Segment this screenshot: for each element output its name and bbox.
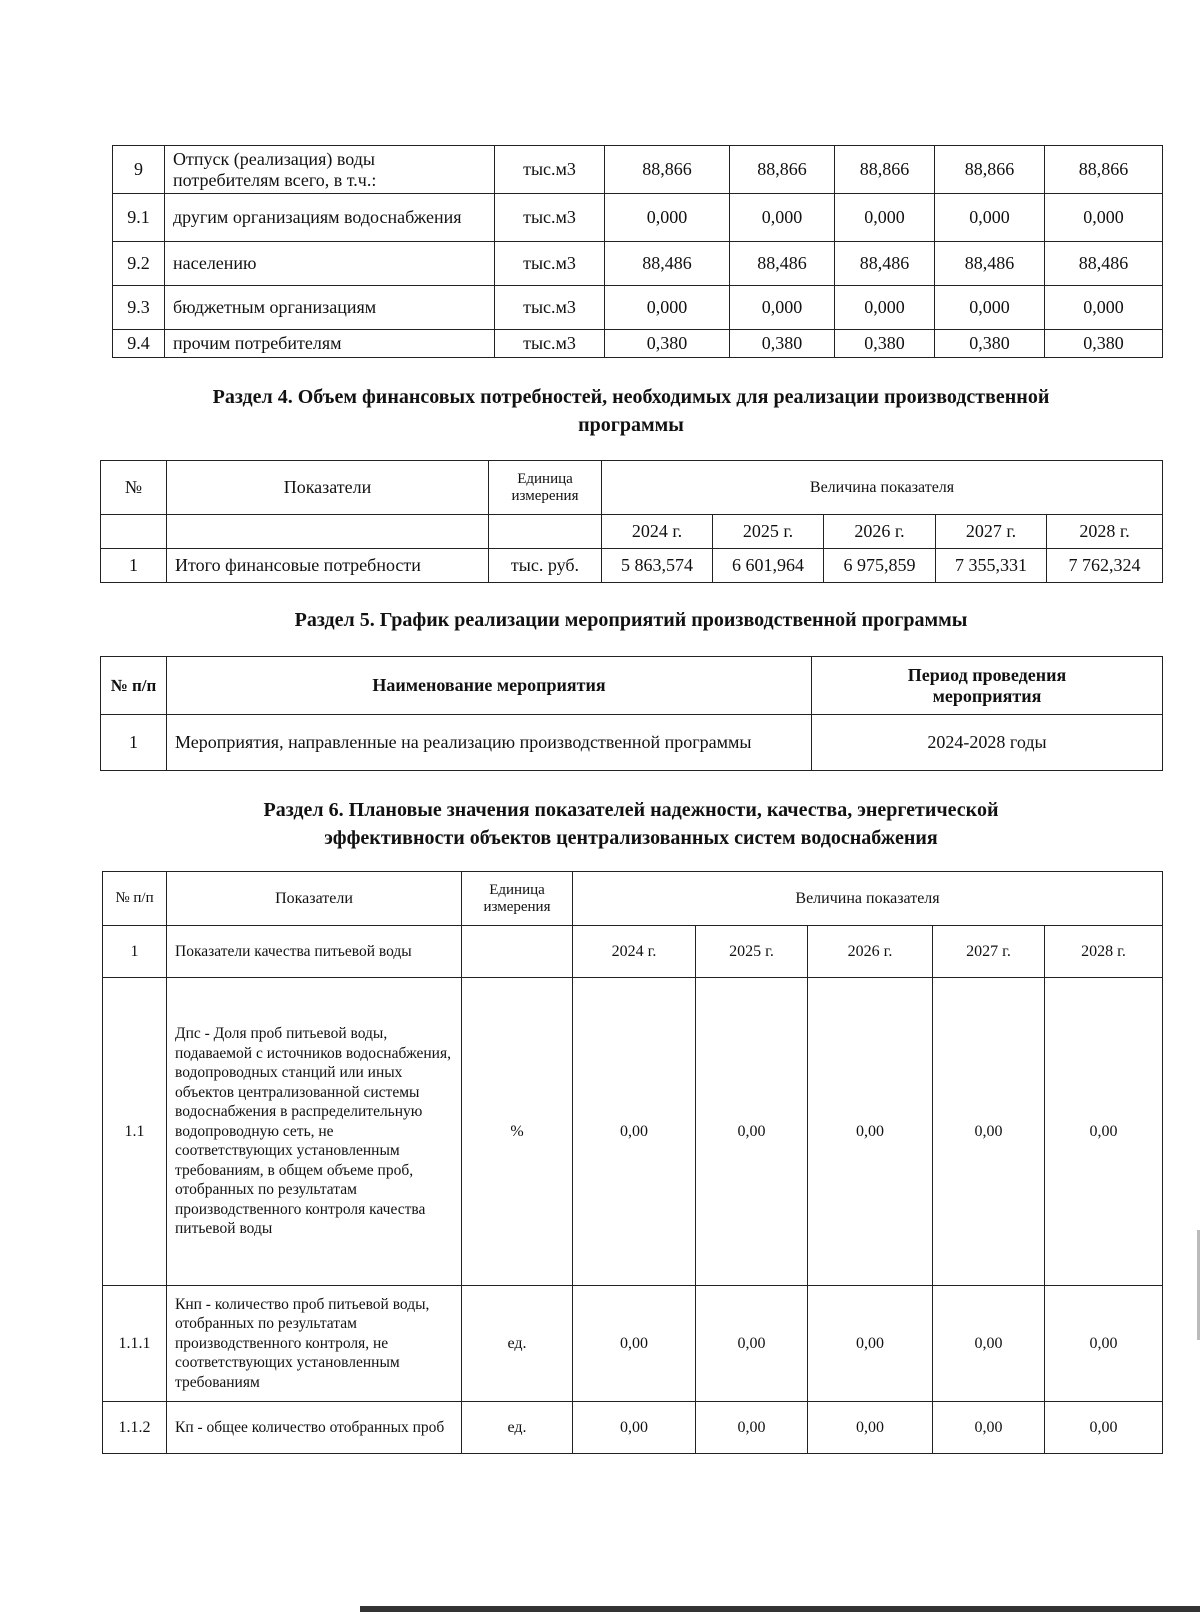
value-cell: 88,486	[1045, 242, 1163, 286]
value-cell: 6 601,964	[713, 549, 824, 583]
table-header-row	[101, 657, 1163, 715]
value-cell: 0,00	[808, 1402, 933, 1454]
row-number: 9.2	[113, 242, 165, 286]
financial-needs-table	[100, 460, 1163, 583]
year-2027: 2027 г.	[936, 515, 1047, 549]
section6-title-line1: Раздел 6. Плановые значения показателей надежности, качества, энергетической	[263, 799, 999, 821]
row-unit: тыс.м3	[495, 146, 605, 194]
value-cell: 88,866	[1045, 146, 1163, 194]
value-cell: 0,000	[605, 194, 730, 242]
quality-indicators-table	[102, 871, 1163, 1454]
row-number: 1.1	[103, 978, 167, 1286]
table-header-row	[103, 872, 1163, 926]
empty-cell	[167, 515, 489, 549]
value-cell: 88,866	[730, 146, 835, 194]
year-2028: 2028 г.	[1045, 926, 1163, 978]
years-row	[101, 515, 1163, 549]
year-2024: 2024 г.	[573, 926, 696, 978]
section4-title-line1: Раздел 4. Объем финансовых потребностей, необходимых для реализации производственной	[212, 386, 1050, 408]
value-cell: 0,00	[933, 1286, 1045, 1402]
row-number: 1.1.1	[103, 1286, 167, 1402]
value-cell: 0,00	[696, 1402, 808, 1454]
row-number: 1.1.2	[103, 1402, 167, 1454]
value-cell: 0,00	[933, 978, 1045, 1286]
section6-title	[100, 796, 1162, 852]
value-cell: 0,00	[808, 978, 933, 1286]
value-cell: 0,00	[1045, 1286, 1163, 1402]
value-cell: 0,00	[573, 1402, 696, 1454]
value-cell: 0,000	[730, 194, 835, 242]
value-cell: 5 863,574	[602, 549, 713, 583]
value-cell: 0,000	[835, 286, 935, 330]
row-name: Отпуск (реализация) воды потребителям всего, в т.ч.:	[165, 146, 495, 194]
row-unit: ед.	[462, 1286, 573, 1402]
header-value: Величина показателя	[602, 461, 1163, 515]
header-value: Величина показателя	[573, 872, 1163, 926]
header-indicator: Показатели	[167, 461, 489, 515]
value-cell: 88,486	[835, 242, 935, 286]
row-unit: тыс. руб.	[489, 549, 602, 583]
table-row	[113, 242, 1163, 286]
row-number: 1	[101, 715, 167, 771]
row-unit: %	[462, 978, 573, 1286]
value-cell: 0,00	[573, 978, 696, 1286]
value-cell: 6 975,859	[824, 549, 936, 583]
row-name: Дпс - Доля проб питьевой воды, подаваемой с источников водоснабжения, водопроводных станций или иных объектов централизованной системы водоснабжения в распределительную водопроводную сеть, не соответствующих установленным требованиям, в общем объеме проб, отобранных по результатам производственного контроля качества питьевой воды	[167, 978, 462, 1286]
header-name: Наименование мероприятия	[167, 657, 812, 715]
row-unit: тыс.м3	[495, 330, 605, 358]
row-number: 1	[103, 926, 167, 978]
table-row	[113, 194, 1163, 242]
value-cell: 0,000	[935, 194, 1045, 242]
value-cell: 0,380	[605, 330, 730, 358]
row-unit: тыс.м3	[495, 286, 605, 330]
table-row	[103, 978, 1163, 1286]
header-period: Период проведения мероприятия	[812, 657, 1163, 715]
value-cell: 7 355,331	[936, 549, 1047, 583]
row-unit: тыс.м3	[495, 242, 605, 286]
value-cell: 0,00	[696, 1286, 808, 1402]
header-indicator: Показатели	[167, 872, 462, 926]
header-number: № п/п	[101, 657, 167, 715]
table-row	[103, 1286, 1163, 1402]
header-number: № п/п	[103, 872, 167, 926]
water-supply-table	[112, 145, 1163, 358]
value-cell: 0,380	[1045, 330, 1163, 358]
empty-cell	[101, 515, 167, 549]
year-2027: 2027 г.	[933, 926, 1045, 978]
value-cell: 0,000	[730, 286, 835, 330]
table-row	[113, 286, 1163, 330]
table-row	[101, 715, 1163, 771]
row-name: Кнп - количество проб питьевой воды, отобранных по результатам производственного контроля, не соответствующих установленным требованиям	[167, 1286, 462, 1402]
section5-title-line: Раздел 5. График реализации мероприятий производственной программы	[294, 609, 968, 631]
row-name: прочим потребителям	[165, 330, 495, 358]
row-number: 9.4	[113, 330, 165, 358]
scan-edge-bottom	[360, 1606, 1200, 1612]
value-cell: 0,00	[1045, 1402, 1163, 1454]
value-cell: 88,486	[730, 242, 835, 286]
year-2024: 2024 г.	[602, 515, 713, 549]
value-cell: 0,000	[835, 194, 935, 242]
value-cell: 88,866	[935, 146, 1045, 194]
value-cell: 0,000	[935, 286, 1045, 330]
header-number: №	[101, 461, 167, 515]
year-2026: 2026 г.	[808, 926, 933, 978]
row-name: Показатели качества питьевой воды	[167, 926, 462, 978]
row-name: бюджетным организациям	[165, 286, 495, 330]
row-name: Итого финансовые потребности	[167, 549, 489, 583]
value-cell: 0,000	[1045, 194, 1163, 242]
value-cell: 0,380	[730, 330, 835, 358]
row-name: населению	[165, 242, 495, 286]
row-period: 2024-2028 годы	[812, 715, 1163, 771]
row-unit: ед.	[462, 1402, 573, 1454]
year-2025: 2025 г.	[696, 926, 808, 978]
year-2026: 2026 г.	[824, 515, 936, 549]
row-unit	[462, 926, 573, 978]
value-cell: 0,00	[1045, 978, 1163, 1286]
row-number: 9.3	[113, 286, 165, 330]
value-cell: 0,000	[605, 286, 730, 330]
row-number: 9.1	[113, 194, 165, 242]
value-cell: 0,00	[808, 1286, 933, 1402]
table-row	[103, 926, 1163, 978]
schedule-table	[100, 656, 1163, 771]
value-cell: 0,00	[933, 1402, 1045, 1454]
value-cell: 88,486	[605, 242, 730, 286]
table-row	[113, 330, 1163, 358]
row-number: 9	[113, 146, 165, 194]
value-cell: 0,380	[935, 330, 1045, 358]
table-row	[101, 549, 1163, 583]
row-name: другим организациям водоснабжения	[165, 194, 495, 242]
row-number: 1	[101, 549, 167, 583]
header-unit: Единица измерения	[462, 872, 573, 926]
empty-cell	[489, 515, 602, 549]
value-cell: 0,380	[835, 330, 935, 358]
value-cell: 88,486	[935, 242, 1045, 286]
row-name: Кп - общее количество отобранных проб	[167, 1402, 462, 1454]
table-row	[113, 146, 1163, 194]
section4-title-line2: программы	[578, 414, 684, 436]
value-cell: 88,866	[605, 146, 730, 194]
table-header-row	[101, 461, 1163, 515]
value-cell: 0,00	[573, 1286, 696, 1402]
header-unit: Единица измерения	[489, 461, 602, 515]
value-cell: 7 762,324	[1047, 549, 1163, 583]
year-2025: 2025 г.	[713, 515, 824, 549]
row-unit: тыс.м3	[495, 194, 605, 242]
section5-title	[100, 606, 1162, 634]
year-2028: 2028 г.	[1047, 515, 1163, 549]
section6-title-line2: эффективности объектов централизованных систем водоснабжения	[324, 827, 938, 849]
table-row	[103, 1402, 1163, 1454]
section4-title	[100, 383, 1162, 439]
row-name: Мероприятия, направленные на реализацию производственной программы	[167, 715, 812, 771]
value-cell: 0,000	[1045, 286, 1163, 330]
value-cell: 88,866	[835, 146, 935, 194]
value-cell: 0,00	[696, 978, 808, 1286]
